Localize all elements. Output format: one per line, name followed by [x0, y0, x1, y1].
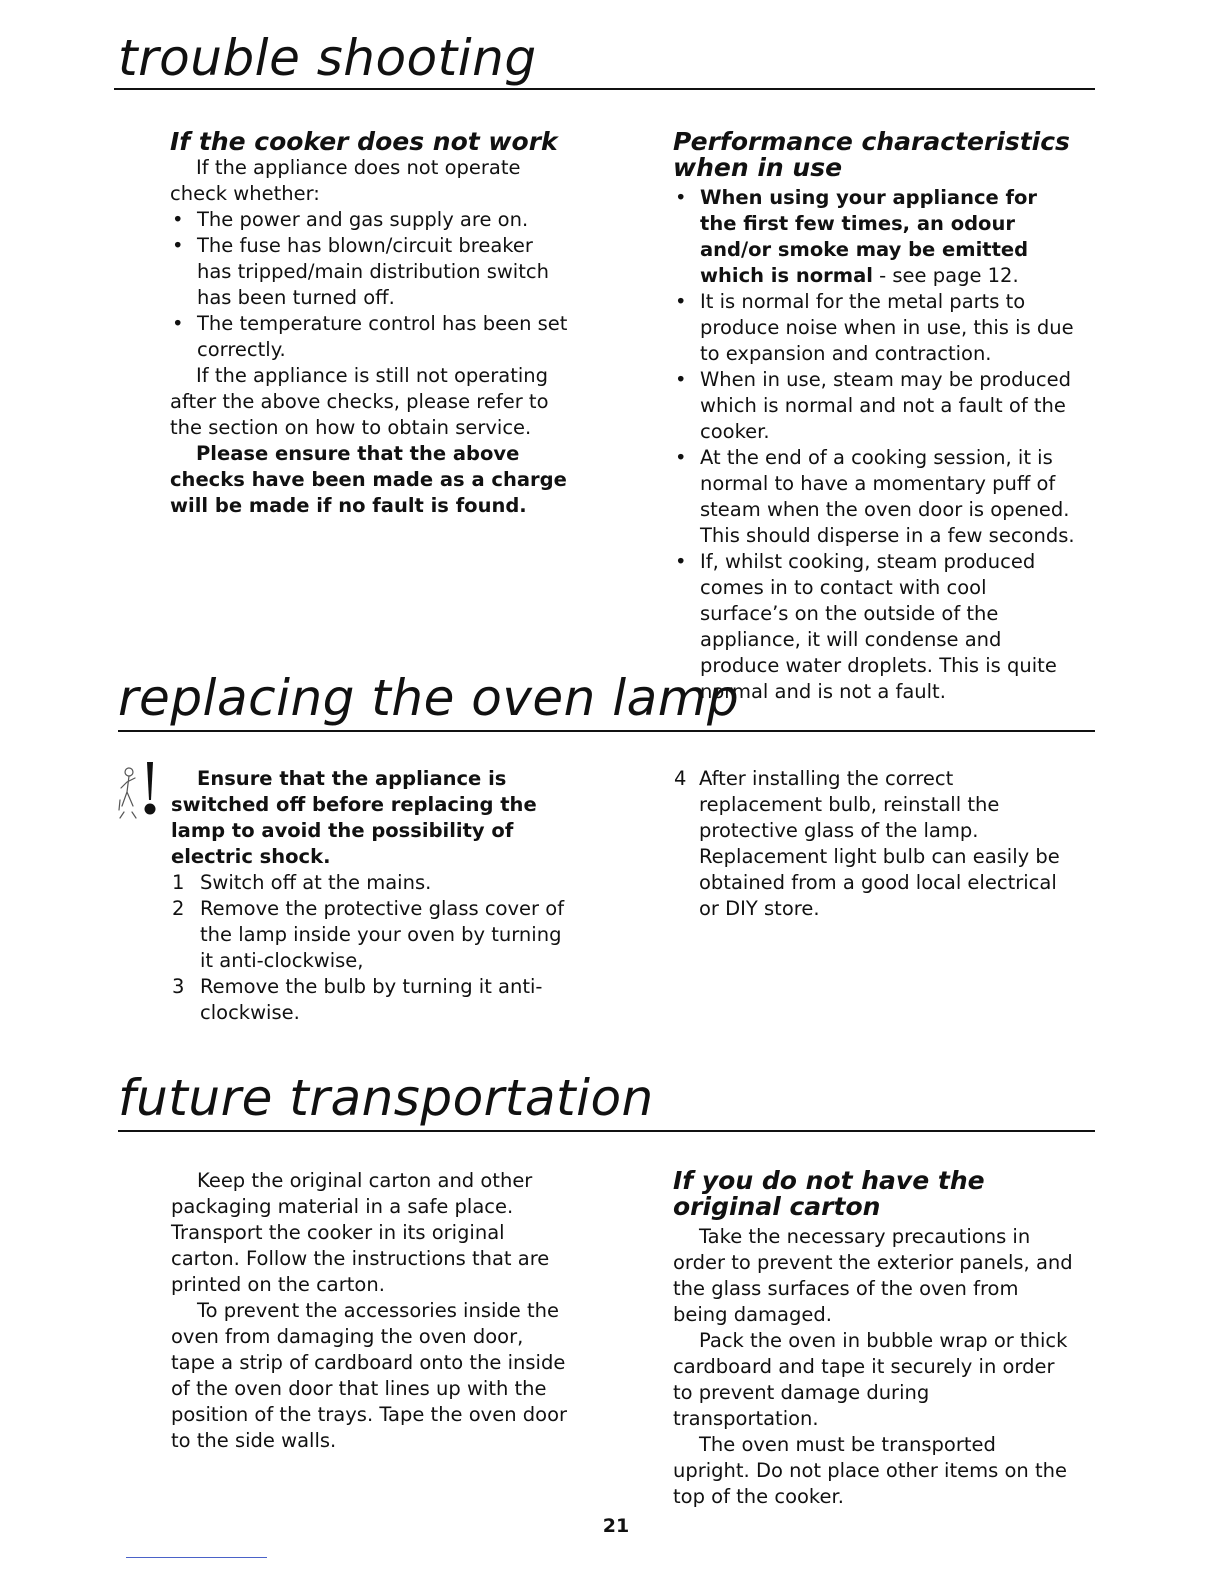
check-list [170, 207, 570, 363]
upright-paragraph: The oven must be transported upright. Do not place other items on the top of the cooker. [673, 1433, 1067, 1508]
performance-list [673, 185, 1075, 705]
replacing-lamp-title: replacing the oven lamp [118, 669, 740, 727]
packing-paragraph: Pack the oven in bubble wrap or thick cardboard and tape it securely in order to prevent damage during transportation. [673, 1329, 1068, 1430]
after-checks-text: If the appliance is still not operating after the above checks, please refer to the section on how to obtain service. [170, 364, 549, 439]
lamp-steps-continued [673, 766, 1073, 844]
step-number: 1 [172, 871, 185, 894]
warning-person-icon [118, 760, 162, 822]
title-rule [114, 88, 1095, 90]
step-text: After installing the correct replacement bulb, reinstall the protective glass of the lamp. [699, 767, 1000, 842]
see-page-ref: - see page 12. [872, 264, 1019, 287]
replacement-bulb-note: Replacement light bulb can easily be obtained from a good local electrical or DIY store. [699, 845, 1060, 920]
title-rule [118, 1130, 1095, 1132]
step-text: Remove the protective glass cover of the lamp inside your oven by turning it anti-clockwise, [200, 897, 565, 972]
performance-section [673, 129, 1075, 705]
list-item: • The power and gas supply are on. [170, 207, 570, 233]
list-item: • It is normal for the metal parts to produce noise when in use, this is due to expansion and contraction. [673, 289, 1075, 367]
future-transportation-title: future transportation [118, 1069, 654, 1127]
step-item [171, 974, 571, 1026]
step-item [171, 896, 571, 974]
precautions-paragraph: Take the necessary precautions in order to prevent the exterior panels, and the glass surfaces of the oven from being damaged. [673, 1225, 1073, 1326]
list-item: • If, whilst cooking, steam produced comes in to contact with cool surface’s on the outside of the appliance, it will condense and produce water droplets. This is quite normal and is not a fault. [673, 549, 1075, 705]
transport-right-section [673, 1168, 1075, 1510]
carton-paragraph: Keep the original carton and other packaging material in a safe place. Transport the cooker in its original carton. Follow the instructions that are printed on the carton. [171, 1169, 550, 1296]
first-use-note: When using your appliance for the first few times, an odour and/or smoke may be emitted which is normal [700, 186, 1038, 287]
performance-heading: Performance characteristics when in use [673, 127, 1070, 182]
transport-left-section [171, 1168, 571, 1454]
footer-link-line [126, 1557, 267, 1558]
list-item: • The temperature control has been set correctly. [170, 311, 570, 363]
step-item [171, 870, 571, 896]
trouble-shooting-title: trouble shooting [118, 29, 537, 87]
step-item [673, 766, 1073, 844]
list-item: • At the end of a cooking session, it is normal to have a momentary puff of steam when the oven door is opened. This should disperse in a few seconds. [673, 445, 1075, 549]
lamp-steps [171, 870, 571, 1026]
intro-text: If the appliance does not operate check whether: [170, 156, 521, 205]
page-number: 21 [602, 1515, 630, 1537]
shock-warning: Ensure that the appliance is switched off before replacing the lamp to avoid the possibility of electric shock. [171, 767, 537, 868]
step-text: Remove the bulb by turning it anti-clockwise. [200, 975, 543, 1024]
cooker-not-work-heading: If the cooker does not work [170, 127, 558, 156]
list-item: • The fuse has blown/circuit breaker has tripped/main distribution switch has been turned off. [170, 233, 570, 311]
list-item [673, 185, 1075, 289]
accessories-paragraph: To prevent the accessories inside the oven from damaging the oven door, tape a strip of cardboard onto the inside of the oven door that lines up with the position of the trays. Tape the oven door to the side walls. [171, 1299, 568, 1452]
charge-warning: Please ensure that the above checks have been made as a charge will be made if no fault is found. [170, 442, 567, 517]
step-text: Switch off at the mains. [200, 871, 432, 894]
step-number: 4 [674, 767, 687, 790]
step-number: 3 [172, 975, 185, 998]
title-rule [118, 730, 1095, 732]
list-item: • When in use, steam may be produced which is normal and not a fault of the cooker. [673, 367, 1075, 445]
lamp-left-section [171, 766, 571, 1026]
step-number: 2 [172, 897, 185, 920]
no-original-carton-heading: If you do not have the original carton [673, 1166, 985, 1221]
lamp-right-section [673, 766, 1073, 922]
cooker-not-work-section [170, 129, 570, 519]
